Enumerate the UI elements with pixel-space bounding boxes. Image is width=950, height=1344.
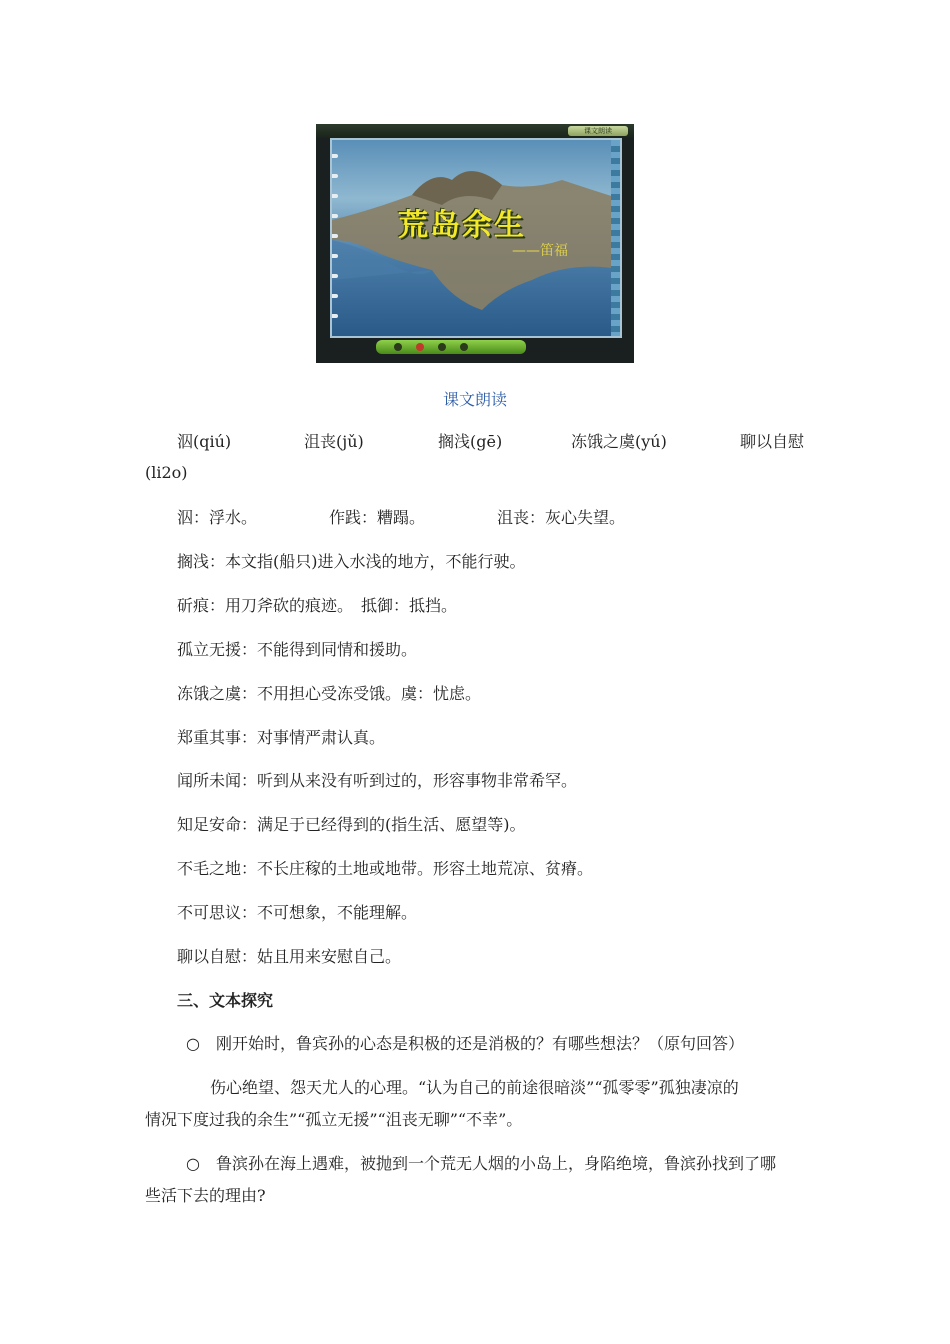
ring-3 — [330, 194, 338, 198]
ring-2 — [330, 174, 338, 178]
definition-line: 闻所未闻：听到从来没有听到过的，形容事物非常希罕。 — [177, 771, 578, 790]
definition-line: 郑重其事：对事情严肃认真。 — [177, 728, 386, 747]
ring-8 — [330, 294, 338, 298]
pause-icon[interactable] — [438, 343, 446, 351]
definition-line: 孤立无援：不能得到同情和援助。 — [177, 640, 418, 659]
notebook-edge — [611, 140, 621, 338]
figure-caption: 课文朗读 — [442, 390, 507, 409]
question-2-line-1: ○ 鲁滨孙在海上遇难，被抛到一个荒无人烟的小岛上，身陷绝境，鲁滨孙找到了哪 — [186, 1154, 776, 1173]
definition-line: 聊以自慰：姑且用来安慰自己。 — [177, 947, 402, 966]
island-screen — [330, 138, 622, 338]
definition: 作践：糟蹋。 — [329, 508, 426, 527]
question-2-line-2: 些活下去的理由? — [145, 1186, 266, 1205]
definition: 泅：浮水。 — [177, 508, 258, 527]
definition-line: 知足安命：满足于已经得到的(指生活、愿望等)。 — [177, 815, 526, 834]
ring-6 — [330, 254, 338, 258]
ring-7 — [330, 274, 338, 278]
play-icon[interactable] — [394, 343, 402, 351]
frame-tag: 课文朗读 — [568, 126, 628, 136]
pinyin-item: 搁浅(gē) — [438, 432, 503, 451]
player-controls — [376, 340, 526, 354]
figure-title: 荒岛余生 — [398, 208, 526, 243]
pinyin-item: 聊以自慰 — [740, 432, 805, 451]
pinyin-item: 泅(qiú) — [177, 432, 232, 451]
figure-author: ——笛福 — [512, 243, 568, 259]
volume-icon[interactable] — [460, 343, 468, 351]
definition-line: 斫痕：用刀斧砍的痕迹。 抵御：抵挡。 — [177, 596, 458, 615]
answer-1-line-1: 伤心绝望、怨天尤人的心理。“认为自己的前途很暗淡”“孤零零”孤独凄凉的 — [210, 1078, 739, 1097]
ring-4 — [330, 214, 338, 218]
definition-line: 不可思议：不可想象，不能理解。 — [177, 903, 418, 922]
section-title: 三、文本探究 — [177, 991, 274, 1010]
definition-line: 搁浅：本文指(船只)进入水浅的地方，不能行驶。 — [177, 552, 526, 571]
ring-5 — [330, 234, 338, 238]
pinyin-item: 沮丧(jǔ) — [304, 432, 364, 451]
frame-top-bar — [316, 124, 634, 138]
pinyin-item: 冻饿之虞(yú) — [571, 432, 667, 451]
lesson-video-image — [316, 124, 634, 363]
pinyin-tail: (li2o) — [145, 463, 188, 482]
question-1: ○ 刚开始时，鲁宾孙的心态是积极的还是消极的？有哪些想法？（原句回答） — [186, 1034, 744, 1053]
ring-9 — [330, 314, 338, 318]
definition-line: 不毛之地：不长庄稼的土地或地带。形容土地荒凉、贫瘠。 — [177, 859, 594, 878]
ring-1 — [330, 154, 338, 158]
stop-icon[interactable] — [416, 343, 424, 351]
definition-line: 冻饿之虞：不用担心受冻受饿。虞：忧虑。 — [177, 684, 482, 703]
definition: 沮丧：灰心失望。 — [497, 508, 626, 527]
answer-1-line-2: 情况下度过我的余生”“孤立无援”“沮丧无聊”“不幸”。 — [145, 1110, 523, 1129]
